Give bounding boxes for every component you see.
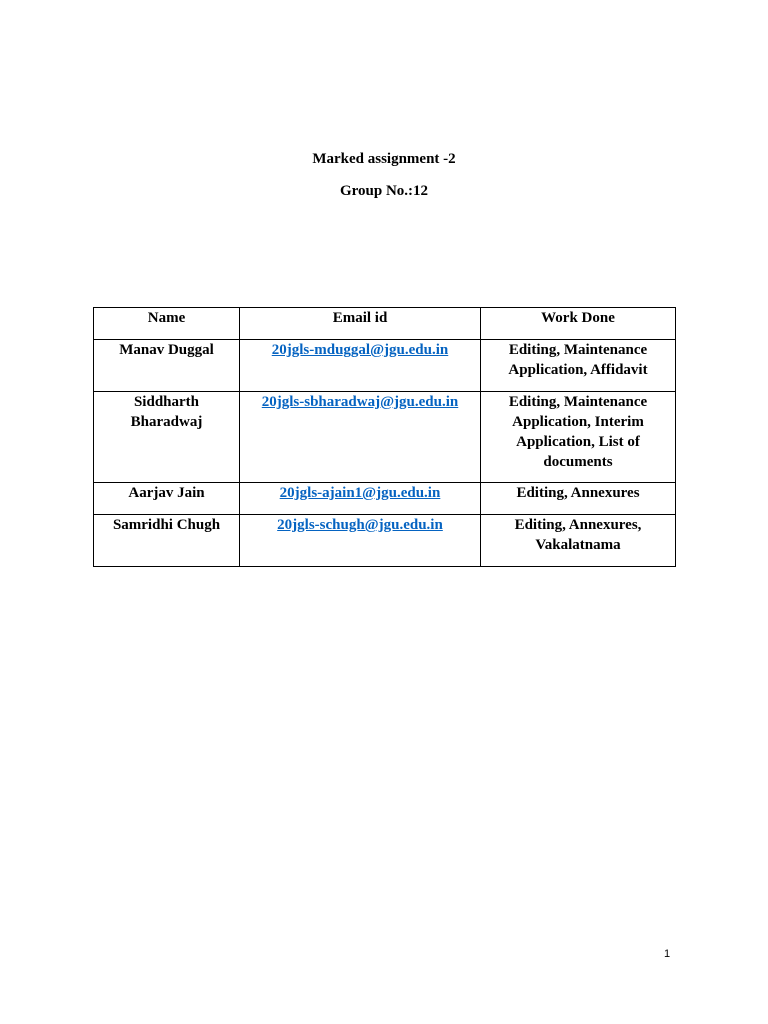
member-email-link[interactable]: 20jgls-mduggal@jgu.edu.in (271, 342, 449, 358)
member-name: Siddharth Bharadwaj (94, 392, 240, 483)
table-row (94, 483, 676, 515)
member-email-cell (240, 340, 481, 392)
header-name: Name (94, 308, 240, 340)
table-header-row (94, 308, 676, 340)
table-row (94, 392, 676, 483)
group-number: Group No.:12 (339, 183, 429, 199)
header-email: Email id (240, 308, 481, 340)
member-email-cell (240, 483, 481, 515)
member-work: Editing, Maintenance Application, Interim Application, List of documents (481, 392, 676, 483)
page-number: 1 (664, 948, 671, 960)
table-row (94, 340, 676, 392)
header-work-done: Work Done (481, 308, 676, 340)
member-email-link[interactable]: 20jgls-ajain1@jgu.edu.in (279, 485, 441, 501)
document-title: Marked assignment -2 (312, 151, 456, 167)
member-work: Editing, Annexures (481, 483, 676, 515)
member-work: Editing, Annexures, Vakalatnama (481, 515, 676, 567)
member-email-link[interactable]: 20jgls-schugh@jgu.edu.in (277, 517, 443, 533)
member-work: Editing, Maintenance Application, Affidavit (481, 340, 676, 392)
member-name: Manav Duggal (94, 340, 240, 392)
member-email-link[interactable]: 20jgls-sbharadwaj@jgu.edu.in (261, 394, 459, 410)
member-email-cell (240, 515, 481, 567)
members-table (93, 307, 676, 567)
member-email-cell (240, 392, 481, 483)
member-name: Aarjav Jain (94, 483, 240, 515)
table-row (94, 515, 676, 567)
member-name: Samridhi Chugh (94, 515, 240, 567)
